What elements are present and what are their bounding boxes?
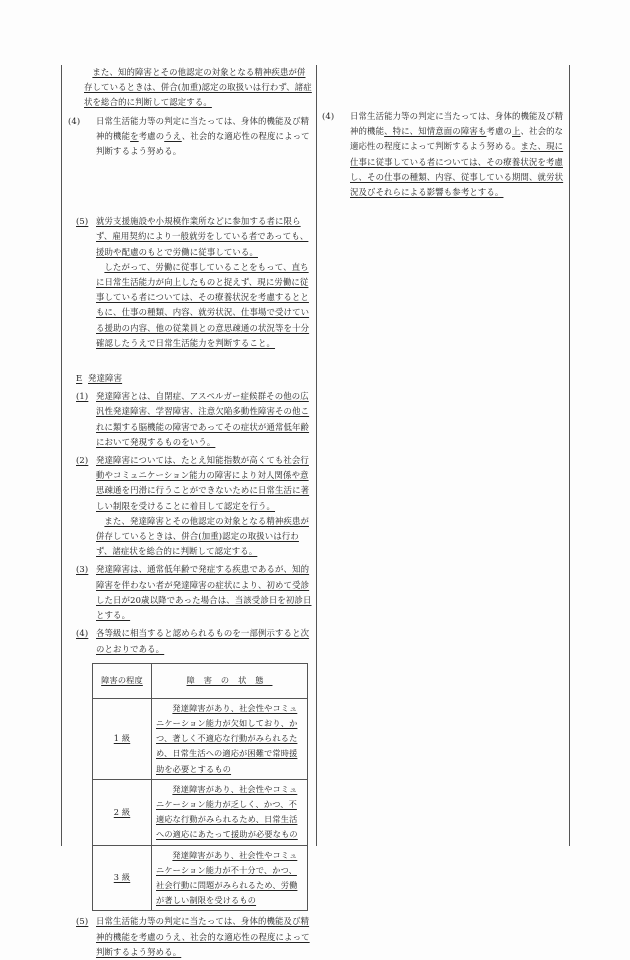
right-border [569,65,570,846]
table-row [93,698,308,779]
section-e-item-5: (5) 日常生活能力等の判定に当たっては、身体的機能及び精神的機能を考慮のうえ、社会的な適応性の程度によって判断するよう努める。 [76,916,310,957]
right-item-4: (4) 日常生活能力等の判定に当たっては、身体的機能及び精神的機能、特に、知情意面の障害も考慮の上、社会的な適応性の程度によって判断するよう努める。また、現に仕事に従事している者については、その療養状況を考慮し、その仕事の種類、内容、従事している期間、就労状況及びそれらによる影響も参考とする。 [322,111,564,198]
disability-grade-table [92,663,308,912]
left-border [61,65,62,846]
table-row [93,845,308,911]
grade-description: 発達障害があり、社会性やコミュニケーション能力が乏しく、かつ、不適応な行動がみられるため、日常生活への適応にあたって援助が必要なもの [152,779,308,845]
grade-description: 発達障害があり、社会性やコミュニケーション能力が欠如しており、かつ、著しく不適応な行動がみられるため、日常生活への適応が困難で常時援助を必要とするもの [152,698,308,779]
section-e-item-1: (1) 発達障害とは、自閉症、アスペルガー症候群その他の広汎性発達障害、学習障害、注意欠陥多動性障害その他これに類する脳機能の障害であってその症状が通常低年齢において発現するものをいう。 [76,391,310,447]
header-state: 障害の状態 [152,663,308,698]
grade-level: 2 級 [93,779,152,845]
current-column [322,65,566,200]
section-e-item-3: (3) 発達障害は、通常低年齢で発症する疾患であるが、知的障害を伴わない者が発達障害の症状により、初めて受診した日が20歳以降であった場合は、当該受診日を初診日とする。 [76,564,312,621]
section-e-item-2-continued: また、発達障害とその他認定の対象となる精神疾患が併存しているときは、併合(加重)認定の取扱いは行わず、諸症状を総合的に判断して認定する。 [96,515,309,557]
section-e-heading: E 発達障害 [76,373,123,384]
section-e-item-4: (4) 各等級に相当すると認められるものを一部例示すると次のとおりである。 [76,628,310,654]
table-header-row [93,663,308,698]
table-row [93,779,308,845]
intro-paragraph: また、知的障害とその他認定の対象となる精神疾患が併存しているときは、併合(加重)認定の取扱いは行わず、諸症状を総合的に判断して認定する。 [84,67,312,108]
grade-level: 1 級 [93,698,152,779]
revised-column [68,65,313,960]
section-e-item-2: (2) 発達障害については、たとえ知能指数が高くても社会行動やコミュニケーション能力の障害により対人関係や意思疎通を円滑に行うことができないために日常生活に著しい制限を受けることに着目して認定を行う。 [76,455,310,511]
item-5: (5) 就労支援施設や小規模作業所などに参加する者に限らず、雇用契約により一般就労をしている者であっても、援助や配慮のもとで労働に従事している。 [76,216,309,257]
item-5-continued: したがって、労働に従事していることをもって、直ちに日常生活能力が向上したものと捉えず、現に労働に従事している者については、その療養状況を考慮するとともに、仕事の種類、内容、就労状況、仕事場で受けている援助の内容、他の従業員との意思疎通の状況等を十分確認したうえで日常生活能力を判断すること。 [96,261,310,348]
item-4: (4) 日常生活能力等の判定に当たっては、身体的機能及び精神的機能を考慮のうえ、社会的な適応性の程度によって判断するよう努める。 [68,115,310,157]
header-level: 障害の程度 [93,663,152,698]
center-divider [316,65,317,846]
grade-level: 3 級 [93,845,152,911]
grade-description: 発達障害があり、社会性やコミュニケーション能力が不十分で、かつ、社会行動に問題がみられるため、労働が著しい制限を受けるもの [152,845,308,911]
